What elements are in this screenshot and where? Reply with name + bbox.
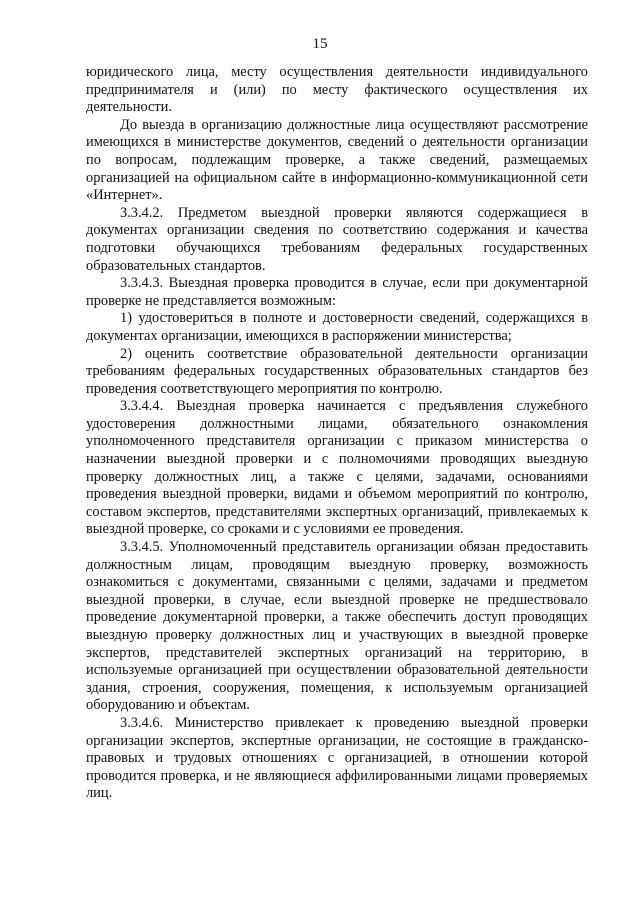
paragraph-continuation: юридического лица, месту осуществления деятельности индивидуального предпринимателя и (или) по месту фактического осуществления их деятельности. [86,64,588,116]
paragraph-3-3-4-6: 3.3.4.6. Министерство привлекает к проведению выездной проверки организации экспертов, экспертные организации, не состоящие в гражданско-правовых и трудовых отношениях с организацией, в отношении которой проводится проверка, и не являющиеся аффилированными лицами проверяемых лиц. [86,714,588,802]
list-item-2: 2) оценить соответствие образовательной деятельности организации требованиям федеральных государственных образовательных стандартов без проведения соответствующего мероприятия по контролю. [86,345,588,397]
paragraph-3-3-4-4: 3.3.4.4. Выездная проверка начинается с предъявления служебного удостоверения должностными лицами, обязательного ознакомления уполномоченного представителя организации с приказом министерства о назначении выездной проверки и с полномочиями проводящих выездную проверку должностных лиц, а также с целями, задачами, основаниями проведения выездной проверки, видами и объемом мероприятий по контролю, составом экспертов, представителями экспертных организаций, привлекаемых к выездной проверке, со сроками и с условиями ее проведения. [86,398,588,538]
paragraph-3-3-4-3: 3.3.4.3. Выездная проверка проводится в случае, если при документарной проверке не представляется возможным: [86,275,588,309]
paragraph-pre-visit-review: До выезда в организацию должностные лица осуществляют рассмотрение имеющихся в министерстве документов, сведений о деятельности организации по вопросам, подлежащим проверке, а также сведений, размещаемых организацией на официальном сайте в информационно-коммуникационной сети «Интернет». [86,116,588,204]
page-number: 15 [312,36,328,52]
paragraph-3-3-4-2: 3.3.4.2. Предметом выездной проверки являются содержащиеся в документах организации сведения по соответствию содержания и качества подготовки обучающихся требованиям федеральных государственных образовательных стандартов. [86,204,588,274]
list-item-1: 1) удостовериться в полноте и достоверности сведений, содержащихся в документах организации, имеющихся в распоряжении министерства; [86,310,588,344]
paragraph-3-3-4-5: 3.3.4.5. Уполномоченный представитель организации обязан предоставить должностным лицам, проводящим выездную проверку, возможность ознакомиться с документами, связанными с целями, задачами и предметом выездной проверки, в случае, если выездной проверке не предшествовало проведение документарной проверки, а также обеспечить доступ проводящих выездную проверку должностных лиц и участвующих в выездной проверке экспертов, представителей экспертных организаций на территорию, в используемые организацией при осуществлении образовательной деятельности здания, строения, сооружения, помещения, к используемым организацией оборудованию и объектам. [86,539,588,714]
document-body [86,64,588,803]
